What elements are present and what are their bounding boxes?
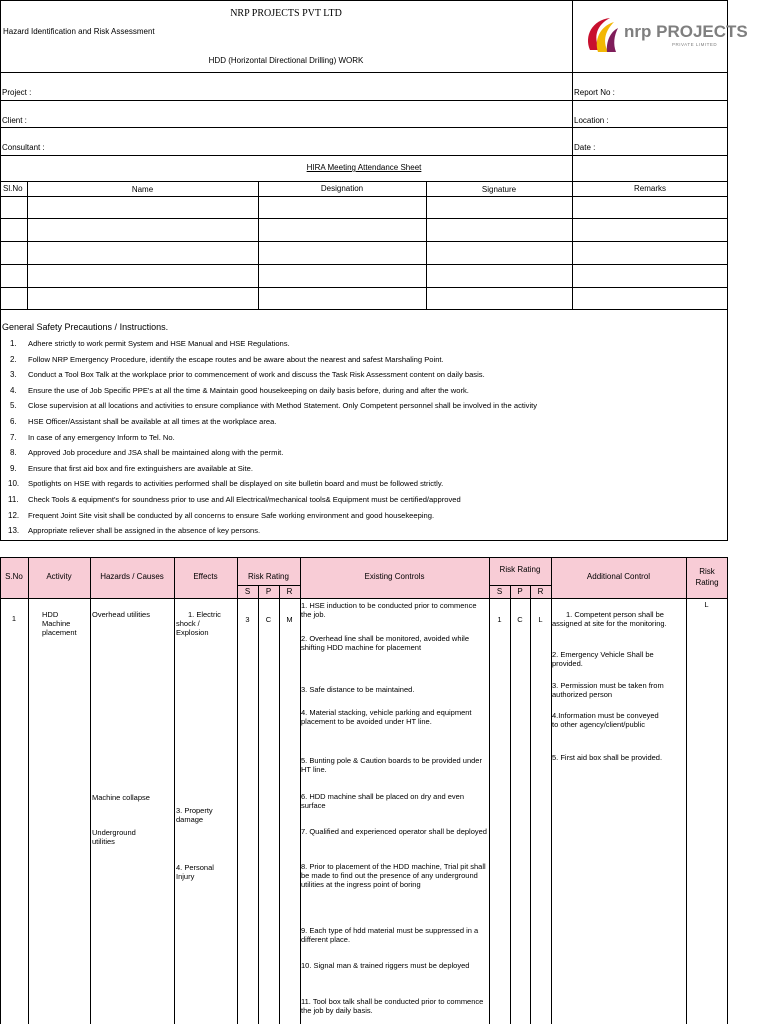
col-s-2: S <box>496 587 503 596</box>
col-s-1: S <box>244 587 251 596</box>
control-item: 8. Prior to placement of the HDD machine, Trial pit shall be made to find out the presence of any underground utilities at the ingress point of boring <box>301 862 486 889</box>
precaution-text: Ensure the use of Job Specific PPE's at all the time & Maintain good housekeeping on daily basis before, during and after the work. <box>28 385 469 395</box>
col-activity: Activity <box>46 572 72 581</box>
col-p-1: P <box>265 587 272 596</box>
precaution-number: 2. <box>10 354 17 364</box>
rating-p-1: C <box>265 615 272 624</box>
attendance-col-name: Name <box>131 185 154 194</box>
work-title: HDD (Horizontal Directional Drilling) WORK <box>208 56 364 65</box>
row-activity: HDD Machine placement <box>42 610 77 637</box>
project-label: Project : <box>2 88 32 97</box>
control-item: 3. Safe distance to be maintained. <box>301 685 415 694</box>
hazard-item: Underground utilities <box>92 828 136 846</box>
effect-item: 1. Electric shock / Explosion <box>176 610 221 637</box>
client-label: Client : <box>2 116 27 125</box>
report-no-label: Report No : <box>574 88 615 97</box>
col-effects: Effects <box>193 572 218 581</box>
control-item: 9. Each type of hdd material must be suppressed in a different place. <box>301 926 479 944</box>
location-label: Location : <box>574 116 609 125</box>
precaution-number: 6. <box>10 417 17 426</box>
company-name: NRP PROJECTS PVT LTD <box>230 8 342 19</box>
rating-s-2: 1 <box>497 615 502 624</box>
hazard-item: Overhead utilities <box>92 610 150 619</box>
additional-item: 2. Emergency Vehicle Shall be provided. <box>552 650 654 668</box>
additional-item: 3. Permission must be taken from authorized person <box>552 681 664 699</box>
control-item: 1. HSE induction to be conducted prior to commence the job. <box>301 601 477 619</box>
col-risk-rating-2: Risk Rating <box>499 565 541 574</box>
precaution-number: 1. <box>10 339 17 348</box>
precaution-text: Check Tools & equipment's for soundness prior to use and All Electrical/mechanical tools& Equipment must be certified/approved <box>28 495 461 504</box>
rating-s-1: 3 <box>245 615 250 624</box>
effect-item: 4. Personal Injury <box>176 863 214 881</box>
precaution-text: Appropriate reliever shall be assigned in the absence of key persons. <box>28 526 261 536</box>
additional-item: 5. First aid box shall be provided. <box>552 753 663 762</box>
control-item: 10. Signal man & trained riggers must be deployed <box>301 961 470 970</box>
rating-p-2: C <box>517 615 523 624</box>
company-logo <box>580 10 748 64</box>
precaution-number: 5. <box>10 401 17 411</box>
precaution-text: Close supervision at all locations and activities to ensure compliance with Method Statement. Only Competent personnel shall be involved in the activity <box>28 401 538 411</box>
col-risk-rating-3: Risk Rating <box>695 567 719 587</box>
rating-r-2: L <box>538 615 543 624</box>
col-r-1: R <box>286 587 293 596</box>
hazard-item: Machine collapse <box>92 793 150 802</box>
attendance-col-designation: Designation <box>320 184 364 193</box>
col-hazards: Hazards / Causes <box>100 572 164 581</box>
precaution-number: 7. <box>10 432 17 442</box>
precaution-text: Spotlights on HSE with regards to activities performed shall be displayed on site bulletin board and must be followed strictly. <box>28 479 444 489</box>
precaution-text: Adhere strictly to work permit System and HSE Manual and HSE Regulations. <box>28 339 290 348</box>
col-r-2: R <box>537 587 544 596</box>
precaution-number: 13. <box>8 526 20 536</box>
control-item: 4. Material stacking, vehicle parking and equipment placement to be avoided under HT line. <box>301 708 472 726</box>
attendance-col-slno: Sl.No <box>3 184 23 193</box>
control-item: 11. Tool box talk shall be conducted prior to commence the job by daily basis. <box>301 997 484 1015</box>
control-item: 2. Overhead line shall be monitored, avoided while shifting HDD machine for placement <box>301 634 470 652</box>
precaution-number: 3. <box>10 370 17 380</box>
precaution-text: Ensure that first aid box and fire extinguishers are available at Site. <box>28 463 253 473</box>
precaution-text: HSE Officer/Assistant shall be available at all times at the workplace area. <box>28 417 277 426</box>
precaution-text: In case of any emergency Inform to Tel. No. <box>28 432 175 442</box>
control-item: 5. Bunting pole & Caution boards to be provided under HT line. <box>301 756 482 774</box>
additional-item: 1. Competent person shall be assigned at site for the monitoring. <box>552 610 667 628</box>
precaution-number: 12. <box>8 510 20 520</box>
control-item: 6. HDD machine shall be placed on dry and even surface <box>301 792 465 810</box>
col-sno: S.No <box>5 572 23 581</box>
precaution-number: 9. <box>10 463 17 473</box>
additional-item: 4.Information must be conveyed to other agency/client/public <box>552 711 659 729</box>
control-item: 7. Qualified and experienced operator shall be deployed <box>301 827 487 836</box>
precaution-text: Follow NRP Emergency Procedure, identify the escape routes and be aware about the nearest and safest Marshaling Point. <box>28 354 444 364</box>
precaution-text: Approved Job procedure and JSA shall be maintained along with the permit. <box>28 448 284 458</box>
final-risk-rating: L <box>704 600 709 609</box>
attendance-col-remarks: Remarks <box>633 184 666 193</box>
consultant-label: Consultant : <box>2 143 45 152</box>
col-risk-rating-1: Risk Rating <box>248 572 289 581</box>
logo-subtext: PRIVATE LIMITED <box>672 42 718 47</box>
rating-r-1: M <box>286 615 293 624</box>
date-label: Date : <box>574 143 596 152</box>
precaution-text: Conduct a Tool Box Talk at the workplace prior to commencement of work and discuss the Task Risk Assessment content on daily basis. <box>28 370 485 380</box>
precaution-number: 4. <box>10 385 17 395</box>
row-sno: 1 <box>11 614 17 623</box>
precaution-number: 10. <box>8 479 20 489</box>
col-p-2: P <box>517 587 523 596</box>
precautions-title: General Safety Precautions / Instructions. <box>2 322 169 332</box>
effect-item: 3. Property damage <box>176 806 213 824</box>
document-type: Hazard Identification and Risk Assessment <box>3 27 155 36</box>
attendance-col-signature: Signature <box>481 185 517 194</box>
logo-text-main: nrp PROJECTS <box>624 22 748 41</box>
precaution-text: Frequent Joint Site visit shall be conducted by all concerns to ensure Safe working environment and good housekeeping. <box>28 510 435 520</box>
col-additional-control: Additional Control <box>586 572 651 581</box>
precaution-number: 8. <box>10 448 17 458</box>
col-existing-controls: Existing Controls <box>364 572 425 581</box>
attendance-title: HIRA Meeting Attendance Sheet <box>306 163 422 172</box>
logo-text <box>624 22 748 42</box>
precaution-number: 11. <box>8 495 19 504</box>
